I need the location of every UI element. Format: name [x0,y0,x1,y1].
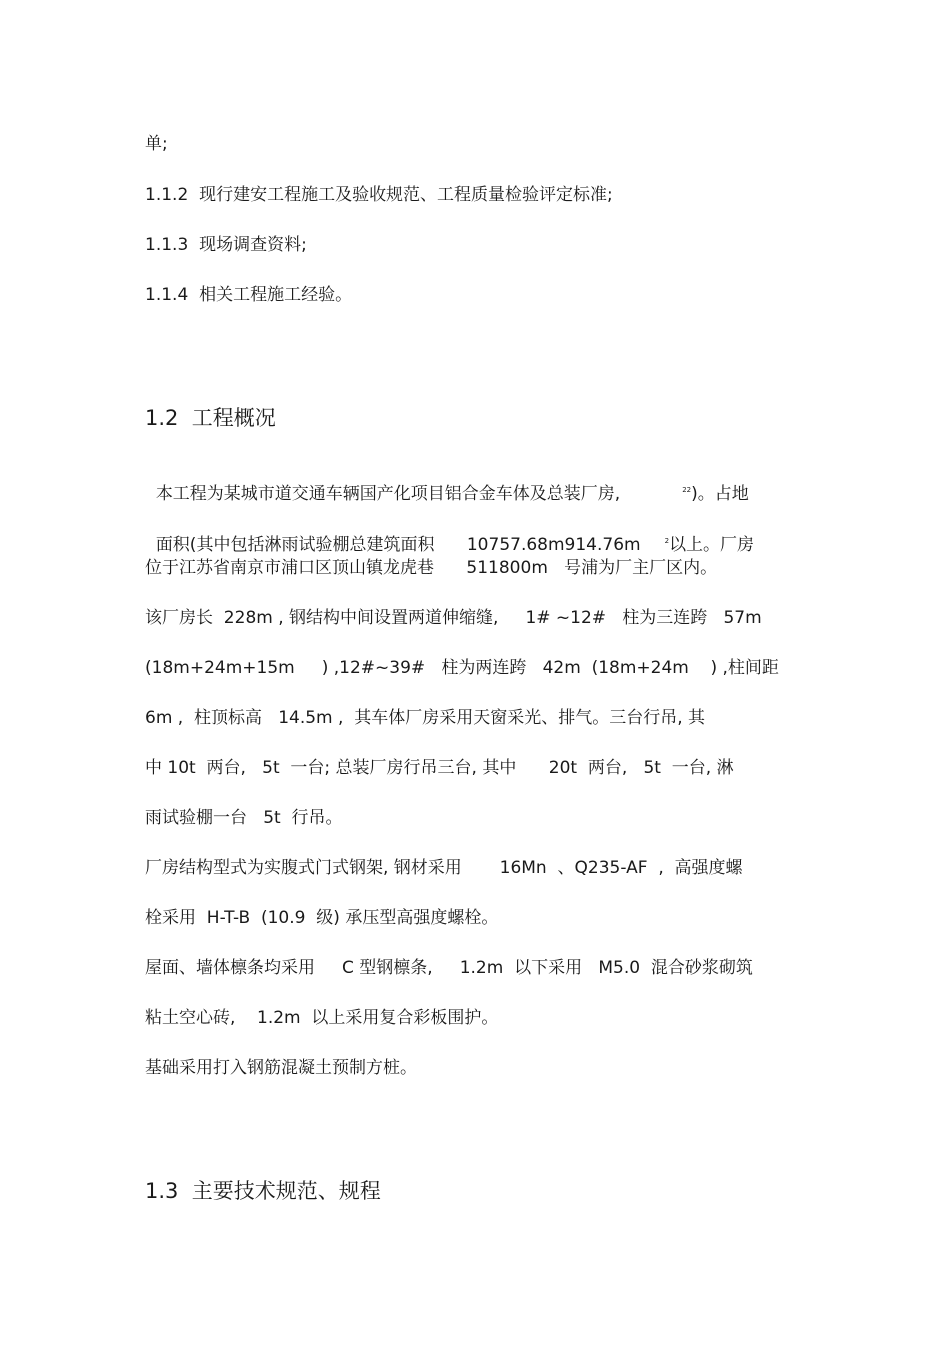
list-item-1-1-4: 1.1.4 相关工程施工经验。 [145,285,353,305]
paragraph-line: 雨试验棚一台 5t 行吊。 [145,808,343,828]
paragraph-line: 栓采用 H-T-B (10.9 级) 承压型高强度螺栓。 [145,908,499,928]
paragraph-line: 6m , 柱顶标高 14.5m , 其车体厂房采用天窗采光、排气。三台行吊, 其 [145,708,706,728]
paragraph-line: 基础采用打入钢筋混凝土预制方桩。 [145,1058,417,1078]
list-item-1-1-3: 1.1.3 现场调查资料; [145,235,307,255]
superscript: 2 [664,537,670,545]
text-span: )。占地 [691,484,749,504]
text-span: 本工程为某城市道交通车辆国产化项目铝合金车体及总装厂房, [155,484,621,504]
text-span: 以上。厂房 [669,535,755,555]
text-span: 面积(其中包括淋雨试验棚总建筑面积 10757.68m914.76m [155,535,641,555]
paragraph-line [145,457,749,505]
paragraph-line [145,508,754,556]
paragraph-line: 该厂房长 228m , 钢结构中间设置两道伸缩缝, 1# ~12# 柱为三连跨 57m [145,608,762,628]
list-item-1-1-2: 1.1.2 现行建安工程施工及验收规范、工程质量检验评定标准; [145,185,613,205]
paragraph-line: 屋面、墙体檩条均采用 C 型钢檩条, 1.2m 以下采用 M5.0 混合砂浆砌筑 [145,958,753,978]
paragraph-line: 厂房结构型式为实腹式门式钢架, 钢材采用 16Mn 、Q235-AF , 高强度螺 [145,858,743,878]
line-dan: 单; [145,134,168,154]
paragraph-line: 位于江苏省南京市浦口区顶山镇龙虎巷 511800m 号浦为厂主厂区内。 [145,558,718,578]
superscript: 22 [682,486,692,494]
section-heading-1-3: 1.3 主要技术规范、规程 [145,1179,381,1203]
paragraph-line: 粘土空心砖, 1.2m 以上采用复合彩板围护。 [145,1008,499,1028]
section-heading-1-2: 1.2 工程概况 [145,406,276,430]
paragraph-line: 中 10t 两台, 5t 一台; 总装厂房行吊三台, 其中 20t 两台, 5t 一台, 淋 [145,758,734,778]
paragraph-line: (18m+24m+15m ) ,12#~39# 柱为两连跨 42m (18m+24m ) ,柱间距 [145,658,779,678]
